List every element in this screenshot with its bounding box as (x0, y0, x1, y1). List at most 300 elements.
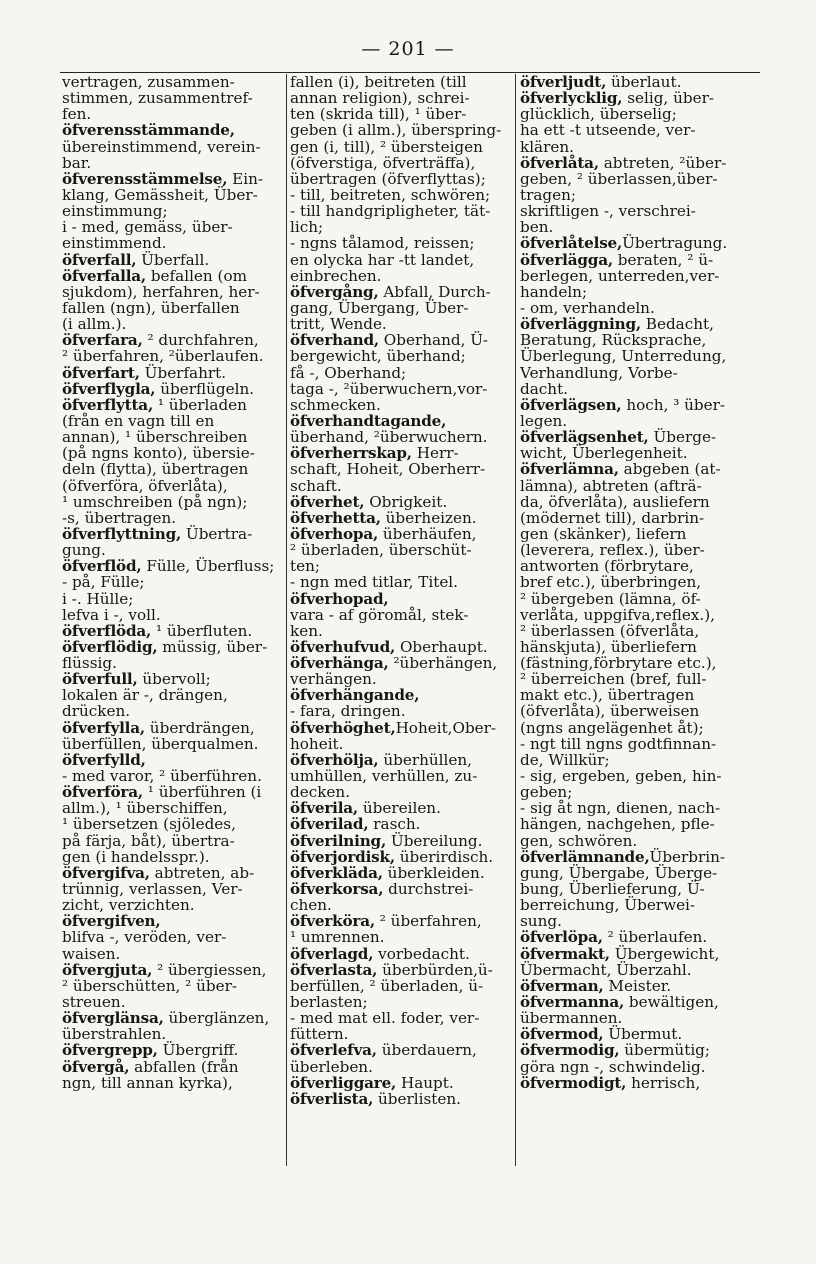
entry-line (62, 623, 280, 639)
entry-line (290, 429, 512, 445)
entry-line (520, 800, 755, 816)
definition-text: - till handgripligheter, tät- (290, 202, 491, 221)
entry-line (290, 1075, 512, 1091)
entry-line (62, 591, 280, 607)
definition-text: gen (i handelsspr.). (62, 847, 210, 866)
definition-text: klang, Gemässheit, Über- (62, 185, 258, 204)
definition-text: selig, über- (622, 89, 714, 108)
definition-text: trünnig, verlassen, Ver- (62, 880, 243, 899)
definition-text: überbürden,ü- (377, 960, 493, 979)
definition-text: (öfverstiga, öfverträffa), (290, 153, 476, 172)
definition-text: glücklich, überselig; (520, 105, 677, 124)
column-2 (290, 74, 512, 1107)
definition-text: übereilen. (358, 799, 441, 818)
entry-line (520, 929, 755, 945)
headword: öfverflöda, (62, 621, 152, 640)
definition-text: überhüllen, (378, 750, 472, 769)
definition-text: (öfverlåta), überweisen (520, 702, 700, 721)
definition-text: Überfahrt. (139, 363, 227, 382)
entry-line (62, 74, 280, 90)
definition-text: bung, Überlieferung, Ü- (520, 880, 705, 899)
entry-line (290, 639, 512, 655)
headword: öfverköra, (290, 912, 375, 931)
entry-line (520, 994, 755, 1010)
headword: öfverflytta, (62, 395, 154, 414)
column-3 (520, 74, 755, 1091)
definition-text: berfüllen, ² überladen, ü- (290, 976, 484, 995)
entry-line (520, 881, 755, 897)
definition-text: i - med, gemäss, über- (62, 218, 233, 237)
entry-line (62, 962, 280, 978)
definition-text: en olycka har -tt landet, (290, 250, 475, 269)
definition-text: ² überladen, überschüt- (290, 541, 472, 560)
entry-line (290, 478, 512, 494)
definition-text: bref etc.), überbringen, (520, 573, 702, 592)
definition-text: ben. (520, 218, 554, 237)
definition-text: - om, verhandeln. (520, 298, 655, 317)
entry-line (290, 800, 512, 816)
headword: öfverfara, (62, 331, 143, 350)
entry-line (62, 171, 280, 187)
entry-line (290, 139, 512, 155)
definition-text: Meister. (603, 976, 672, 995)
headword: öfverliggare, (290, 1073, 397, 1092)
entry-line (520, 1026, 755, 1042)
entry-line (290, 671, 512, 687)
entry-line (290, 300, 512, 316)
definition-text: umhüllen, verhüllen, zu- (290, 767, 478, 786)
entry-line (62, 720, 280, 736)
entry-line (62, 752, 280, 768)
definition-text: ² überlaufen. (602, 928, 708, 947)
entry-line (62, 833, 280, 849)
header-rule (60, 72, 760, 73)
entry-line (290, 623, 512, 639)
entry-line (62, 1059, 280, 1075)
definition-text: überhäufen, (378, 524, 477, 543)
entry-line (62, 978, 280, 994)
definition-text: taga -, ²überwuchern,vor- (290, 379, 488, 398)
definition-text: - till, beitreten, schwören; (290, 185, 491, 204)
definition-text: berlegen, unterreden,ver- (520, 266, 720, 285)
definition-text: dacht. (520, 379, 568, 398)
definition-text: einstimmend. (62, 234, 167, 253)
headword: öfverkläda, (290, 863, 383, 882)
definition-text: - med mat ell. foder, ver- (290, 1009, 480, 1028)
entry-line (290, 1026, 512, 1042)
definition-text: ¹ übersetzen (sjöledes, (62, 815, 236, 834)
definition-text: - ngns tålamod, reissen; (290, 234, 475, 253)
definition-text: ten; (290, 557, 320, 576)
definition-text: ngn, till annan kyrka), (62, 1073, 233, 1091)
headword: öfverlämna, (520, 460, 619, 479)
definition-text: befallen (om (146, 266, 247, 285)
entry-line (62, 671, 280, 687)
entry-line (290, 784, 512, 800)
entry-line (520, 510, 755, 526)
entry-line (520, 591, 755, 607)
entry-line (290, 155, 512, 171)
entry-line (62, 203, 280, 219)
headword: öfverlagd, (290, 944, 374, 963)
definition-text: herrisch, (626, 1073, 701, 1091)
entry-line (520, 187, 755, 203)
entry-line (290, 1091, 512, 1107)
definition-text: vara - af göromål, stek- (290, 605, 469, 624)
column-divider-2 (515, 74, 516, 1166)
definition-text: klären. (520, 137, 574, 156)
entry-line (520, 607, 755, 623)
entry-line (62, 655, 280, 671)
definition-text: geben, ² überlassen,über- (520, 169, 718, 188)
entry-line (520, 413, 755, 429)
entry-line (520, 1059, 755, 1075)
entry-line (290, 74, 512, 90)
headword: öfverlycklig, (520, 89, 623, 108)
definition-text: übervoll; (137, 670, 211, 689)
entry-line (520, 478, 755, 494)
definition-text: Übertra- (181, 524, 253, 543)
definition-text: übertragen (öfverflyttas); (290, 169, 486, 188)
entry-line (290, 268, 512, 284)
entry-line (520, 1042, 755, 1058)
entry-line (290, 445, 512, 461)
definition-text: ² überlassen (öfverlåta, (520, 621, 700, 640)
entry-line (290, 816, 512, 832)
headword: öfverlasta, (290, 960, 378, 979)
definition-text: geben; (520, 783, 573, 802)
definition-text: göra ngn -, schwindelig. (520, 1057, 706, 1076)
entry-line (520, 574, 755, 590)
definition-text: ² überreichen (bref, full- (520, 670, 707, 689)
headword: öfvermodigt, (520, 1073, 627, 1091)
headword: öfvermakt, (520, 944, 610, 963)
headword: öfverhopa, (290, 524, 379, 543)
entry-line (520, 348, 755, 364)
entry-line (62, 946, 280, 962)
entry-line (62, 235, 280, 251)
headword: öfverhandtagande, (290, 411, 447, 430)
headword: öfverkorsa, (290, 880, 384, 899)
definition-text: Herr- (411, 444, 459, 463)
entry-line (520, 365, 755, 381)
definition-text: gung. (62, 541, 106, 560)
definition-text: Oberhand, Ü- (378, 331, 488, 350)
definition-text: ² übergiessen, (152, 960, 267, 979)
entry-line (62, 122, 280, 138)
entry-line (62, 994, 280, 1010)
headword: öfverflyttning, (62, 524, 182, 543)
entry-line (290, 897, 512, 913)
entry-line (62, 526, 280, 542)
headword: öfvergå, (62, 1057, 130, 1076)
definition-text: schaft. (290, 476, 342, 495)
definition-text: Überlegung, Unterredung, (520, 347, 727, 366)
entry-line (520, 284, 755, 300)
entry-line (290, 913, 512, 929)
headword: öfverherrskap, (290, 444, 412, 463)
definition-text: antworten (förbrytare, (520, 557, 694, 576)
definition-text: verhängen. (290, 670, 377, 689)
definition-text: überdrängen, (144, 718, 255, 737)
definition-text: füttern. (290, 1025, 349, 1044)
definition-text: sung. (520, 912, 562, 931)
headword: öfverhet, (290, 492, 365, 511)
definition-text: Überge- (648, 428, 717, 447)
entry-line (290, 687, 512, 703)
definition-text: waisen. (62, 944, 121, 963)
definition-text: legen. (520, 411, 568, 430)
headword: öfverhöghet, (290, 718, 396, 737)
headword: öfverjordisk, (290, 847, 395, 866)
headword: öfverfall, (62, 250, 137, 269)
entry-line (62, 155, 280, 171)
definition-text: Abfall, Durch- (378, 282, 491, 301)
entry-line (520, 703, 755, 719)
entry-line (290, 558, 512, 574)
entry-line (62, 639, 280, 655)
definition-text: abtreten, ²über- (598, 153, 727, 172)
entry-line (290, 235, 512, 251)
entry-line (520, 542, 755, 558)
headword: öfverfalla, (62, 266, 146, 285)
definition-text: schmecken. (290, 395, 381, 414)
definition-text: ² übergeben (lämna, öf- (520, 589, 701, 608)
entry-line (520, 445, 755, 461)
headword: öfverhopad, (290, 589, 389, 608)
headword: öfverljudt, (520, 74, 607, 91)
definition-text: lämna), abtreten (afträ- (520, 476, 702, 495)
entry-line (520, 429, 755, 445)
definition-text: Bedacht, (640, 315, 714, 334)
definition-text: (fästning,förbrytare etc.), (520, 654, 717, 673)
definition-text: berlasten; (290, 993, 368, 1012)
column-1 (62, 74, 280, 1091)
entry-line (290, 365, 512, 381)
definition-text: streuen. (62, 993, 126, 1012)
definition-text: hänskjuta), überliefern (520, 637, 697, 656)
headword: öfvergång, (290, 282, 379, 301)
definition-text: überleben. (290, 1057, 373, 1076)
entry-line (62, 768, 280, 784)
entry-line (290, 413, 512, 429)
definition-text: Übermacht, Überzahl. (520, 960, 692, 979)
definition-text: schaft, Hoheit, Oberherr- (290, 460, 486, 479)
column-divider-1 (286, 74, 287, 1166)
definition-text: - sig, ergeben, geben, hin- (520, 767, 722, 786)
entry-line (62, 445, 280, 461)
definition-text: ha ett -t utseende, ver- (520, 121, 696, 140)
entry-line (290, 752, 512, 768)
entry-line (62, 1075, 280, 1091)
entry-line (62, 397, 280, 413)
definition-text: übereinstimmend, verein- (62, 137, 261, 156)
definition-text: Überfall. (136, 250, 210, 269)
headword: öfverhänga, (290, 654, 389, 673)
definition-text: bar. (62, 153, 92, 172)
entry-line (520, 897, 755, 913)
definition-text: Hoheit,Ober- (395, 718, 497, 737)
definition-text: ¹ überführen (i (142, 783, 262, 802)
definition-text: - fara, dringen. (290, 702, 406, 721)
entry-line (520, 913, 755, 929)
entry-line (520, 946, 755, 962)
definition-text: abtreten, ab- (149, 863, 255, 882)
definition-text: ¹ überfluten. (151, 621, 253, 640)
headword: öfverlägsen, (520, 395, 622, 414)
definition-text: handeln; (520, 282, 588, 301)
entry-line (62, 703, 280, 719)
entry-line (290, 348, 512, 364)
definition-text: hoch, ³ über- (621, 395, 726, 414)
definition-text: überkleiden. (382, 863, 485, 882)
definition-text: annan religion), schrei- (290, 89, 470, 108)
entry-line (290, 703, 512, 719)
entry-line (62, 90, 280, 106)
definition-text: gung, Übergabe, Überge- (520, 863, 718, 882)
definition-text: übermannen. (520, 1009, 623, 1028)
entry-line (520, 962, 755, 978)
entry-line (520, 768, 755, 784)
definition-text: Ein- (227, 169, 263, 188)
definition-text: fallen (i), beitreten (till (290, 74, 467, 91)
definition-text: überflügeln. (155, 379, 255, 398)
definition-text: abgeben (at- (618, 460, 721, 479)
headword: öfverlista, (290, 1089, 374, 1107)
entry-line (290, 994, 512, 1010)
entry-line (520, 122, 755, 138)
entry-line (520, 865, 755, 881)
entry-line (290, 252, 512, 268)
headword: öfverlefva, (290, 1041, 377, 1060)
entry-line (520, 139, 755, 155)
entry-line (520, 203, 755, 219)
definition-text: ¹ umschreiben (på ngn); (62, 492, 248, 511)
headword: öfverläggning, (520, 315, 641, 334)
definition-text: Übereilung. (386, 831, 483, 850)
definition-text: - sig åt ngn, dienen, nach- (520, 799, 721, 818)
entry-line (290, 881, 512, 897)
entry-line (62, 494, 280, 510)
headword: öfverfylla, (62, 718, 145, 737)
definition-text: - ngn med titlar, Titel. (290, 573, 458, 592)
entry-line (62, 187, 280, 203)
definition-text: bergewicht, überhand; (290, 347, 466, 366)
definition-text: gen (skänker), liefern (520, 524, 687, 543)
entry-line (290, 381, 512, 397)
definition-text: Verhandlung, Vorbe- (520, 363, 678, 382)
entry-line (520, 219, 755, 235)
entry-line (62, 574, 280, 590)
entry-line (290, 591, 512, 607)
entry-line (520, 268, 755, 284)
definition-text: zicht, verzichten. (62, 896, 195, 915)
definition-text: i -. Hülle; (62, 589, 134, 608)
entry-line (62, 736, 280, 752)
definition-text: einbrechen. (290, 266, 382, 285)
definition-text: blifva -, veröden, ver- (62, 928, 227, 947)
entry-line (290, 219, 512, 235)
headword: öfverensstämmande, (62, 121, 235, 140)
definition-text: Beratung, Rücksprache, (520, 331, 707, 350)
definition-text: Übergewicht, (609, 944, 720, 963)
headword: öfvergifven, (62, 912, 161, 931)
entry-line (290, 574, 512, 590)
headword: öfverlåtelse, (520, 234, 623, 253)
headword: öfverflöd, (62, 557, 142, 576)
entry-line (520, 623, 755, 639)
headword: öfvergifva, (62, 863, 150, 882)
entry-line (290, 316, 512, 332)
entry-line (290, 90, 512, 106)
headword: öfverman, (520, 976, 604, 995)
definition-text: annan), ¹ überschreiben (62, 428, 248, 447)
definition-text: wicht, Überlegenheit. (520, 444, 688, 463)
headword: öfverhand, (290, 331, 379, 350)
headword: öfverhängande, (290, 686, 420, 705)
headword: öfverilning, (290, 831, 387, 850)
entry-line (62, 929, 280, 945)
headword: öfverföra, (62, 783, 143, 802)
definition-text: ² überschütten, ² über- (62, 976, 237, 995)
entry-line (62, 510, 280, 526)
entry-line (290, 1059, 512, 1075)
entry-line (520, 171, 755, 187)
entry-line (62, 881, 280, 897)
entry-line (62, 252, 280, 268)
entry-line (520, 332, 755, 348)
headword: öfverlägga, (520, 250, 613, 269)
entry-line (62, 316, 280, 332)
definition-text: überheizen. (380, 508, 477, 527)
definition-text: (i allm.). (62, 315, 127, 334)
entry-line (62, 687, 280, 703)
entry-line (62, 348, 280, 364)
definition-text: - med varor, ² überführen. (62, 767, 262, 786)
headword: öfverhufvud, (290, 637, 396, 656)
definition-text: Überbrin- (649, 847, 726, 866)
entry-line (290, 187, 512, 203)
definition-text: chen. (290, 896, 332, 915)
entry-line (62, 219, 280, 235)
definition-text: drücken. (62, 702, 131, 721)
entry-line (290, 106, 512, 122)
headword: öfverfylld, (62, 750, 146, 769)
entry-line (290, 946, 512, 962)
definition-text: gen (i, till), ² übersteigen (290, 137, 483, 156)
headword: öfverfull, (62, 670, 138, 689)
headword: öfverhölja, (290, 750, 379, 769)
entry-line (62, 381, 280, 397)
entry-line (290, 736, 512, 752)
definition-text: lokalen är -, drängen, (62, 686, 228, 705)
entry-line (290, 526, 512, 542)
definition-text: allm.), ¹ überschiffen, (62, 799, 228, 818)
entry-line (520, 397, 755, 413)
entry-line (62, 800, 280, 816)
entry-line (62, 607, 280, 623)
entry-line (520, 106, 755, 122)
definition-text: få -, Oberhand; (290, 363, 407, 382)
entry-line (290, 397, 512, 413)
headword: öfverilad, (290, 815, 369, 834)
definition-text: ² überfahren, (374, 912, 482, 931)
entry-line (62, 478, 280, 494)
definition-text: überlaut. (606, 74, 682, 91)
headword: öfvermodig, (520, 1041, 620, 1060)
entry-line (520, 155, 755, 171)
headword: öfverglänsa, (62, 1009, 164, 1028)
